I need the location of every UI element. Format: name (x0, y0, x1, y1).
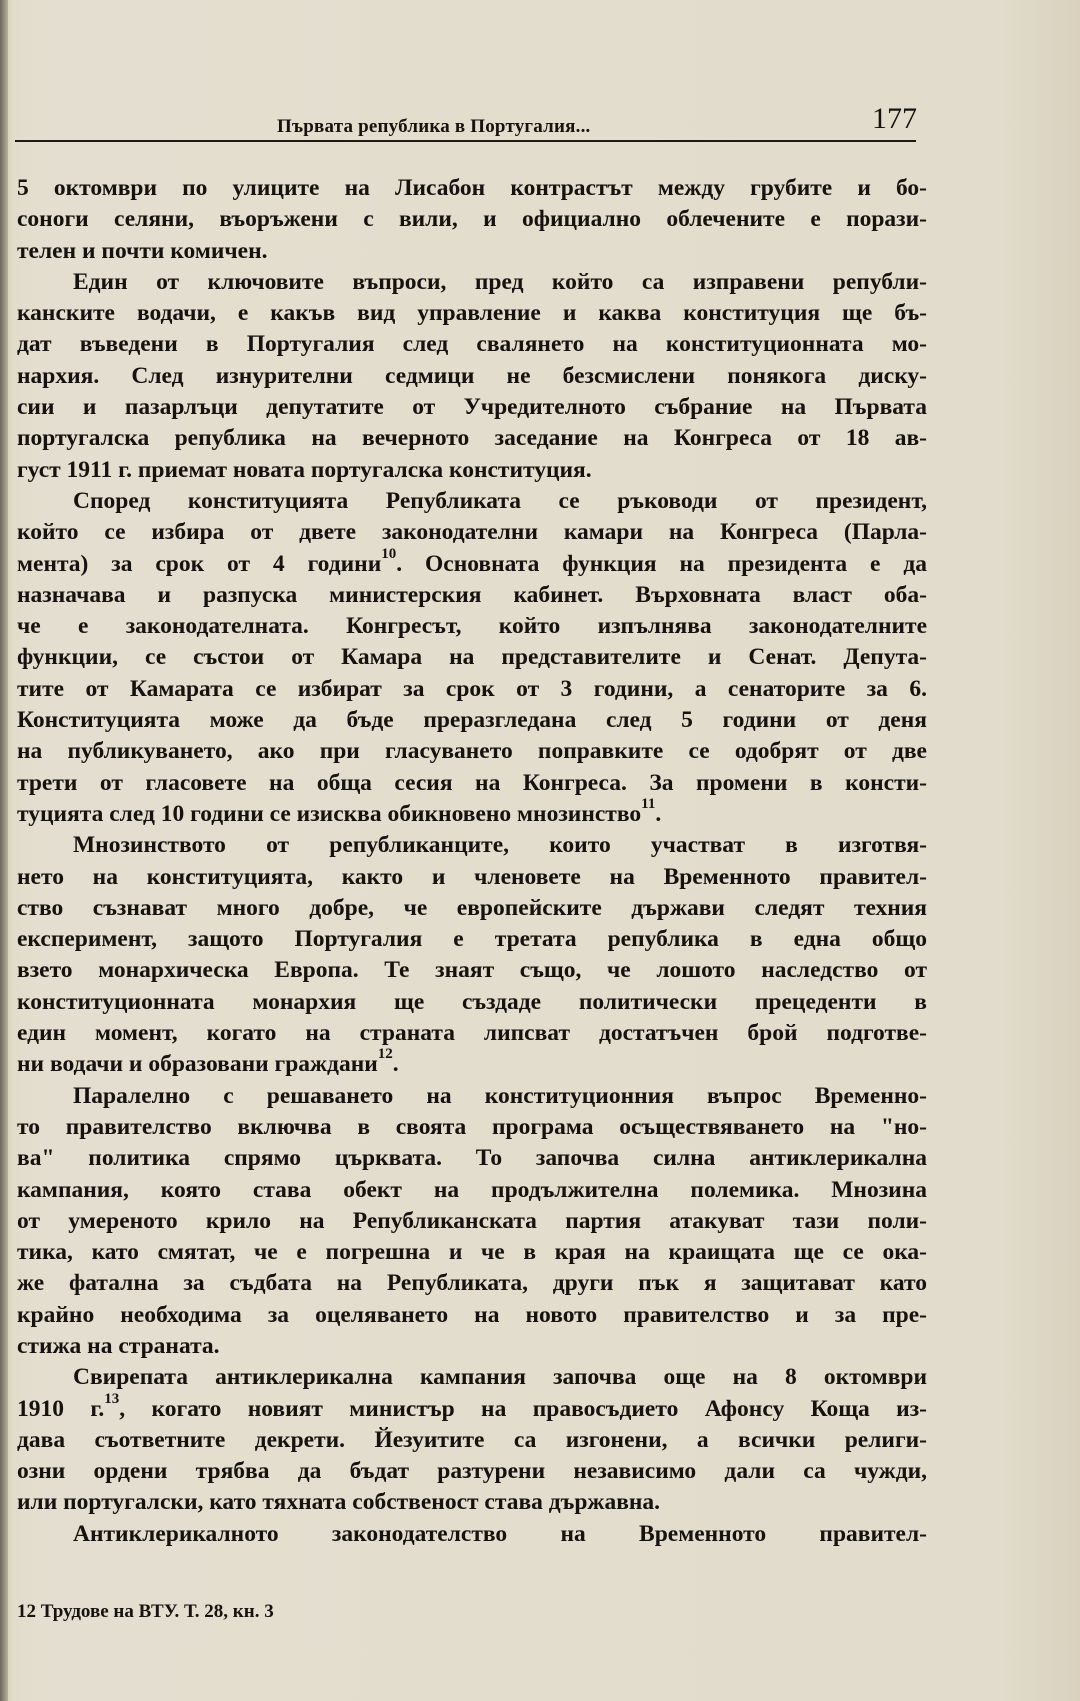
text-line: соноги селяни, въоръжени с вили, и официално облечените е порази- (17, 206, 927, 233)
page-number: 177 (872, 102, 917, 135)
text-line: назначава и разпуска министерския кабинет. Върховната власт оба- (17, 581, 927, 608)
text-line: дат въведени в Португалия след свалянето на конституционната мо- (17, 331, 927, 358)
text-line: Паралелно с решаването на конституционния въпрос Временно- (73, 1082, 927, 1109)
text-line: 5 октомври по улиците на Лисабон контрастът между грубите и бо- (17, 175, 927, 201)
text-line (17, 545, 927, 580)
text-fragment: . (392, 1051, 399, 1078)
text-line: тика, като смятат, че е погрешна и че в края на краищата ще се ока- (17, 1239, 927, 1266)
text-line: дава съответните декрети. Йезуитите са изгонени, а всички религи- (17, 1426, 927, 1453)
book-spine-shadow (0, 0, 8, 1701)
text-line: който се избира от двете законодателни камари на Конгреса (Парла- (17, 519, 927, 546)
text-line: експеримент, защото Португалия е третата република в една общо (17, 926, 927, 953)
footnote-ref: 10 (381, 545, 397, 562)
text-line: крайно необходима за оцеляването на новото правителство и за пре- (17, 1301, 927, 1328)
text-line: конституционната монархия ще създаде политически прецеденти в (17, 988, 927, 1015)
text-line: на публикуването, ако при гласуването поправките се одобрят от две (17, 738, 927, 765)
text-fragment: . (655, 800, 662, 827)
text-line: нето на конституцията, както и членовете на Временното правител- (17, 863, 927, 890)
text-fragment: 1910 г. (17, 1395, 105, 1422)
footnote-ref: 11 (641, 796, 656, 813)
text-line (17, 1046, 927, 1080)
text-line: Свирепата антиклерикална кампания започва още на 8 октомври (73, 1364, 927, 1391)
header-rule (15, 140, 916, 142)
text-line: португалска република на вечерното заседание на Конгреса от 18 ав- (17, 425, 927, 452)
text-fragment: , когато новият министър на правосъдието Афонсу Коща из- (119, 1395, 927, 1422)
text-fragment: . Основната функция на президента е да (396, 550, 927, 577)
text-line: един момент, когато на страната липсват достатъчен брой подготве- (17, 1020, 927, 1047)
text-line: сии и пазарлъци депутатите от Учредителното събрание на Първата (17, 394, 927, 421)
text-line: че е законодателната. Конгресът, който изпълнява законодателните (17, 613, 927, 640)
text-line: озни ордени трябва да бъдат разтурени независимо дали са чужди, (17, 1458, 927, 1485)
body-text (17, 173, 927, 1550)
text-line: же фатална за съдбата на Републиката, други пък я защитават като (17, 1270, 927, 1297)
text-line (17, 796, 927, 830)
text-line: Според конституцията Републиката се ръководи от президент, (73, 487, 927, 514)
text-line: Конституцията може да бъде преразгледана след 5 години от деня (17, 707, 927, 734)
text-line: Мнозинството от републиканците, които участват в изготвя- (73, 832, 927, 859)
text-line: Един от ключовите въпроси, пред който са изправени републи- (73, 268, 927, 295)
footnote-ref: 12 (377, 1046, 393, 1063)
running-header (15, 88, 915, 146)
text-line: Антиклерикалното законодателство на Временното правител- (73, 1520, 927, 1547)
text-line: взето монархическа Европа. Те знаят също, че лошото наследство от (17, 957, 927, 984)
text-line: тите от Камарата се избират за срок от 3 години, а сенаторите за 6. (17, 675, 927, 702)
text-fragment: мента) за срок от 4 години (17, 550, 382, 577)
text-line: или португалски, като тяхната собственост става държавна. (17, 1489, 661, 1516)
text-line: функции, се състои от Камара на представителите и Сенат. Депута- (17, 644, 927, 671)
text-line: нархия. След изнурителни седмици не безсмислени понякога диску- (17, 362, 927, 389)
footnote-ref: 13 (104, 1390, 120, 1407)
text-fragment: туцията след 10 години се изисква обикновено мнозинство (17, 800, 642, 827)
text-line: стижа на страната. (17, 1332, 220, 1359)
text-line: ва" политика спрямо църквата. То започва силна антиклерикална (17, 1145, 927, 1172)
text-line: кампания, която става обект на продължителна полемика. Мнозина (17, 1176, 927, 1203)
text-line: то правителство включва в своята програма осъществяването на "но- (17, 1113, 927, 1140)
text-line: ство съзнават много добре, че европейските държави следят техния (17, 894, 927, 921)
text-line: от умереното крило на Републиканската партия атакуват тази поли- (17, 1207, 927, 1234)
text-line (17, 1390, 927, 1425)
text-line: канските водачи, е какъв вид управление и каква конституция ще бъ- (17, 300, 927, 327)
running-title: Първата република в Португалия... (277, 116, 591, 137)
text-line: густ 1911 г. приемат новата португалска конституция. (17, 456, 592, 483)
signature-footer: 12 Трудове на ВТУ. Т. 28, кн. 3 (17, 1601, 274, 1622)
text-line: телен и почти комичен. (17, 237, 268, 264)
text-line: трети от гласовете на обща сесия на Конгреса. За промени в консти- (17, 769, 927, 796)
text-fragment: ни водачи и образовани граждани (17, 1051, 378, 1078)
